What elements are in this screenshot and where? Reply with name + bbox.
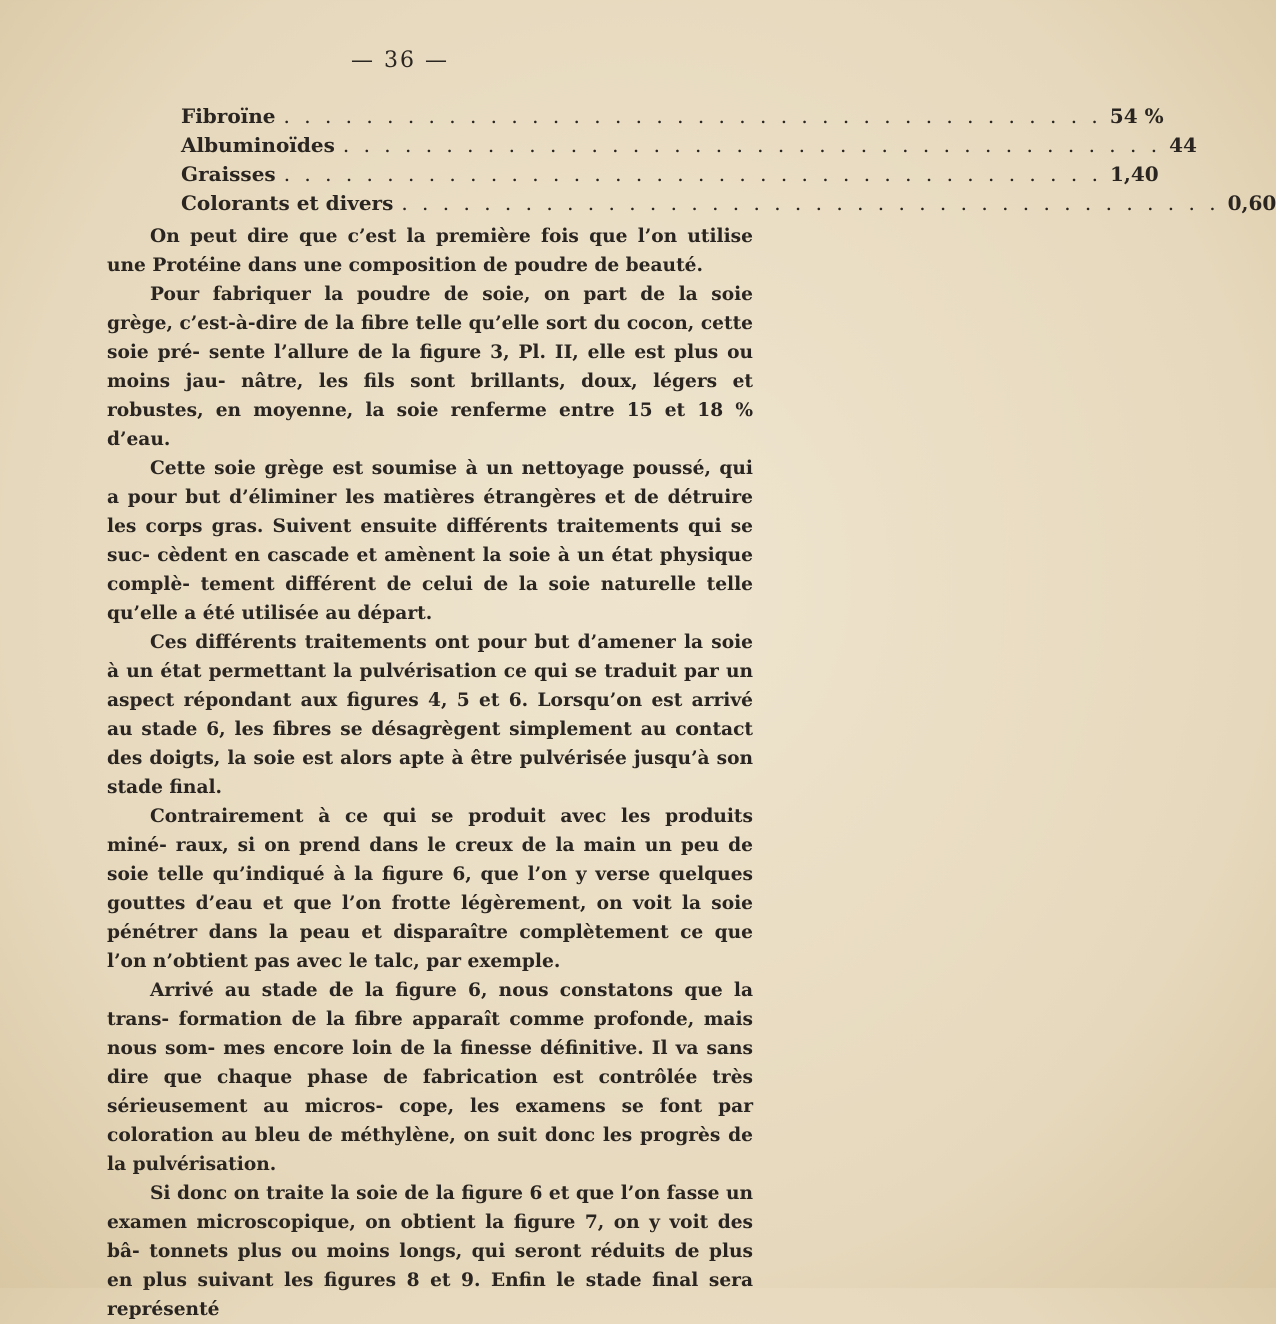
- composition-value: 0,60: [1227, 191, 1276, 215]
- composition-row: [181, 133, 1197, 162]
- body-text: [107, 222, 753, 1324]
- paragraph: Arrivé au stade de la figure 6, nous constatons que la trans- formation de la fibre apparaît comme profonde, mais nous som- mes encore loin de la finesse définitive. Il va sans dire que chaque phase de fabrication est contrôlée très sérieusement au micros- cope, les examens se font par coloration au bleu de méthylène, on suit donc les progrès de la pulvérisation.: [107, 980, 753, 1175]
- composition-name: Graisses: [181, 162, 276, 186]
- paragraph: Pour fabriquer la poudre de soie, on part de la soie grège, c’est-à-dire de la fibre telle qu’elle sort du cocon, cette soie pré- sente l’allure de la figure 3, Pl. II, elle est plus ou moins jau- nâtre, les fils sont brillants, doux, légers et robustes, en moyenne, la soie renferme entre 15 et 18 % d’eau.: [107, 284, 753, 450]
- paragraph: Ces différents traitements ont pour but d’amener la soie à un état permettant la pulvérisation ce qui se traduit par un aspect répondant aux figures 4, 5 et 6. Lorsqu’on est arrivé au stade 6, les fibres se désagrègent simplement au contact des doigts, la soie est alors apte à être pulvérisée jusqu’à son stade final.: [107, 632, 753, 798]
- composition-row: [181, 104, 1164, 133]
- leader-dots: . . . . . . . . . . . . . . . . . . . . . . . . . . . . . . . . . . . . . . . .: [283, 104, 1102, 128]
- composition-value: 54 %: [1109, 104, 1164, 128]
- paragraph: Si donc on traite la soie de la figure 6 et que l’on fasse un examen microscopique, on obtient la figure 7, on y voit des bâ- tonnets plus ou moins longs, qui seront réduits de plus en plus suivant les figures 8 et 9. Enfin le stade final sera représenté: [107, 1183, 753, 1320]
- composition-row: [181, 191, 1276, 220]
- leader-dots: . . . . . . . . . . . . . . . . . . . . . . . . . . . . . . . . . . . . . . . .: [342, 133, 1162, 157]
- composition-name: Fibroïne: [181, 104, 276, 128]
- composition-value: 44: [1169, 133, 1197, 157]
- composition-value: 1,40: [1109, 162, 1159, 186]
- page-number: — 36 —: [351, 48, 449, 73]
- composition-name: Albuminoïdes: [181, 133, 335, 157]
- paragraph: On peut dire que c’est la première fois que l’on utilise une Protéine dans une composition de poudre de beauté.: [107, 226, 753, 276]
- paragraph: Cette soie grège est soumise à un nettoyage poussé, qui a pour but d’éliminer les matières étrangères et de détruire les corps gras. Suivent ensuite différents traitements qui se suc- cèdent en cascade et amènent la soie à un état physique complè- tement différent de celui de la soie naturelle telle qu’elle a été utilisée au départ.: [107, 458, 753, 624]
- leader-dots: . . . . . . . . . . . . . . . . . . . . . . . . . . . . . . . . . . . . . . . .: [401, 191, 1220, 215]
- composition-row: [181, 162, 1159, 191]
- paragraph: Contrairement à ce qui se produit avec les produits miné- raux, si on prend dans le creux de la main un peu de soie telle qu’indiqué à la figure 6, que l’on y verse quelques gouttes d’eau et que l’on frotte légèrement, on voit la soie pénétrer dans la peau et disparaître complètement ce que l’on n’obtient pas avec le talc, par exemple.: [107, 806, 753, 972]
- composition-table: [181, 104, 1276, 220]
- composition-name: Colorants et divers: [181, 191, 394, 215]
- leader-dots: . . . . . . . . . . . . . . . . . . . . . . . . . . . . . . . . . . . . . . . .: [283, 162, 1102, 186]
